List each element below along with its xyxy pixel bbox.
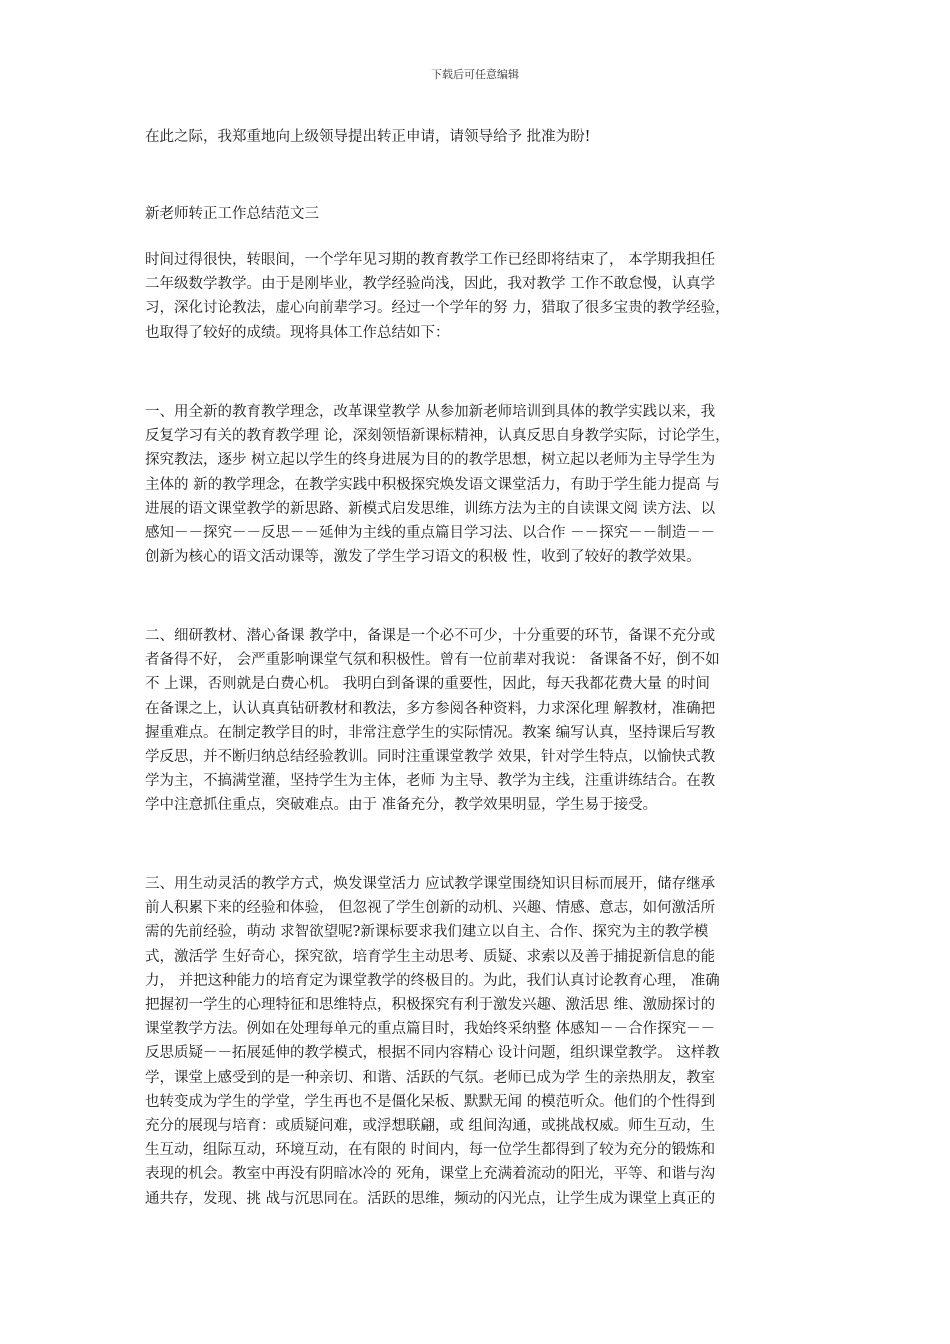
text-line: 创新为核心的语文活动课等，激发了学生学习语文的积极 性，收到了较好的教学效果。 — [145, 549, 701, 566]
text-line: 一、用全新的教育教学理念，改革课堂教学 从参加新老师培训到具体的教学实践以来，我 — [145, 404, 716, 420]
text-line: 习，深化讨论教法，虚心向前辈学习。经过一个学年的努 力，猎取了很多宝贵的教学经验， — [145, 300, 730, 317]
page-header: 下载后可任意编辑 — [431, 68, 519, 81]
text-line: 课堂教学方法。例如在处理每单元的重点篇目时，我始终采纳整 体感知－－合作探究－－ — [145, 1021, 716, 1038]
text-line: 三、用生动灵活的教学方式，焕发课堂活力 应试教学课堂围绕知识目标而展开，储存继承 — [145, 876, 716, 892]
text-line: 前人积累下来的经验和体验， 但忽视了学生创新的动机、兴趣、情感、意志，如何激活所 — [145, 900, 716, 917]
text-line: 握重难点。在制定教学目的时，非常注意学生的实际情况。教案 编写认真，坚持课后写教 — [145, 724, 716, 741]
text-line: 需的先前经验，萌动 求智欲望呢?新课标要求我们建立以自主、合作、探究为主的教学模 — [145, 924, 709, 941]
paragraph-1 — [145, 248, 810, 345]
text-line: 主体的 新的教学理念，在教学实践中积极探究焕发语文课堂活力，有助于学生能力提高 与 — [145, 476, 720, 493]
text-line: 式，激活学 生好奇心，探究欲，培育学生主动思考、质疑、求索以及善于捕捉新信息的能 — [145, 948, 716, 965]
text-line: 二年级数学教学。由于是刚毕业，教学经验尚浅，因此，我对教学 工作不敢怠慢，认真学 — [145, 276, 716, 293]
text-line: 在备课之上，认认真真钻研教材和教法，多方参阅各种资料，力求深化理 解教材，准确把 — [145, 700, 716, 717]
intro-line: 在此之际，我郑重地向上级领导提出转正申请，请领导给予 批准为盼! — [145, 129, 591, 145]
text-line: 也取得了较好的成绩。现将具体工作总结如下： — [145, 324, 450, 341]
text-line: 反复学习有关的教育教学理 论，深刻领悟新课标精神，认真反思自身教学实际，讨论学生， — [145, 428, 730, 445]
text-line: 不 上课，否则就是白费心机。 我明白到备课的重要性，因此，每天我都花费大量 的时间 — [145, 676, 710, 693]
text-line: 通共存，发现、挑 战与沉思同在。活跃的思维，频动的闪光点，让学生成为课堂上真正的 — [145, 1190, 716, 1207]
text-line: 学中注意抓住重点，突破难点。由于 准备充分，教学效果明显，学生易于接受。 — [145, 797, 658, 814]
section-title: 新老师转正工作总结范文三 — [145, 206, 319, 222]
text-line: 学，课堂上感受到的是一种亲切、和谐、活跃的气氛。老师已成为学 生的亲热朋友，教室 — [145, 1069, 716, 1086]
text-line: 进展的语文课堂教学的新思路、新模式启发思维，训练方法为主的自读课文阅 读方法、以 — [145, 500, 716, 517]
text-line: 表现的机会。教室中再没有阴暗冰冷的 死角，课堂上充满着流动的阳光，平等、和谐与沟 — [145, 1166, 716, 1183]
text-line: 把握初一学生的心理特征和思维特点，积极探究有利于激发兴趣、激活思 维、激励探讨的 — [145, 997, 716, 1014]
paragraph-3 — [145, 624, 810, 818]
text-line: 感知－－探究－－反思－－延伸为主线的重点篇目学习法、以合作 －－探究－－制造－－ — [145, 525, 716, 542]
text-line: 二、细研教材、潜心备课 教学中，备课是一个必不可少，十分重要的环节，备课不充分或 — [145, 628, 716, 644]
text-line: 力， 并把这种能力的培育定为课堂教学的终极目的。为此，我们认真讨论教育心理， 准确 — [145, 972, 720, 989]
text-line: 也转变成为学生的学堂，学生再也不是僵化呆板、默默无闻 的模范听众。他们的个性得到 — [145, 1093, 716, 1110]
paragraph-2 — [145, 400, 810, 569]
paragraph-4 — [145, 872, 810, 1211]
text-line: 时间过得很快，转眼间，一个学年见习期的教育教学工作已经即将结束了， 本学期我担任 — [145, 252, 716, 268]
text-line: 生互动，组际互动，环境互动，在有限的 时间内，每一位学生都得到了较为充分的锻炼和 — [145, 1142, 716, 1159]
text-line: 者备得不好， 会严重影响课堂气氛和积极性。曾有一位前辈对我说： 备课备不好，倒不如 — [145, 652, 720, 669]
text-line: 探究教法，逐步 树立起以学生的终身进展为目的的教学思想，树立起以老师为主导学生为 — [145, 452, 716, 469]
text-line: 反思质疑－－拓展延伸的教学模式，根据不同内容精心 设计问题，组织课堂教学。 这样教 — [145, 1045, 720, 1062]
text-line: 充分的展现与培育：或质疑问难，或浮想联翩，或 组间沟通，或挑战权威。师生互动，生 — [145, 1118, 716, 1135]
text-line: 学为主，不搞满堂灌，坚持学生为主体，老师 为主导、教学为主线，注重讲练结合。在教 — [145, 773, 716, 790]
text-line: 学反思，并不断归纳总结经验教训。同时注重课堂教学 效果，针对学生特点，以愉快式教 — [145, 749, 716, 766]
